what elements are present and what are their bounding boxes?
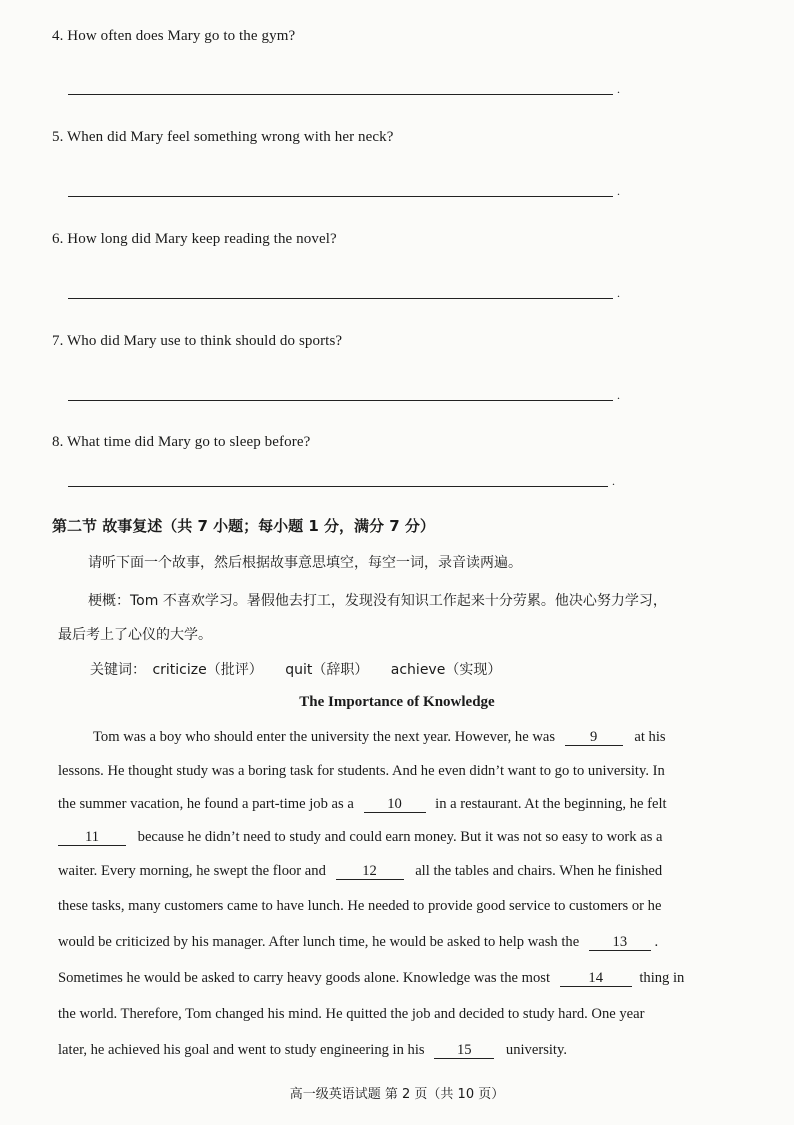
answer-end-4: . bbox=[617, 82, 620, 96]
story-text: lessons. He thought study was a boring task for students. And he even didn’t want to go to university. In bbox=[58, 763, 665, 779]
story-text: all the tables and chairs. When he finished bbox=[415, 863, 663, 879]
story-text: university. bbox=[505, 1042, 567, 1058]
story-line-10 bbox=[58, 1042, 723, 1059]
answer-end-8: . bbox=[612, 474, 615, 488]
question-7: 7. Who did Mary use to think should do sports? bbox=[52, 333, 343, 349]
story-line-7 bbox=[58, 934, 723, 951]
question-8: 8. What time did Mary go to sleep before? bbox=[52, 434, 311, 450]
answer-line-7[interactable] bbox=[68, 400, 613, 401]
story-line-3 bbox=[58, 796, 723, 813]
answer-line-8[interactable] bbox=[68, 486, 608, 487]
story-text: later, he achieved his goal and went to study engineering in his bbox=[58, 1042, 425, 1058]
story-line-2 bbox=[58, 763, 723, 780]
answer-end-5: . bbox=[617, 184, 620, 198]
keyword-criticize: criticize（批评） bbox=[152, 662, 263, 678]
blank-15[interactable]: 15 bbox=[434, 1042, 494, 1059]
story-line-8 bbox=[58, 970, 723, 987]
blank-14[interactable]: 14 bbox=[560, 970, 632, 987]
answer-end-7: . bbox=[617, 388, 620, 402]
story-line-5 bbox=[58, 863, 723, 880]
answer-line-4[interactable] bbox=[68, 94, 613, 95]
blank-12[interactable]: 12 bbox=[336, 863, 404, 880]
blank-11[interactable]: 11 bbox=[58, 829, 126, 846]
blank-13[interactable]: 13 bbox=[589, 934, 651, 951]
story-line-6 bbox=[58, 898, 723, 915]
blank-9[interactable]: 9 bbox=[565, 729, 623, 746]
section-instruction: 请听下面一个故事，然后根据故事意思填空，每空一词，录音读两遍。 bbox=[88, 555, 522, 571]
answer-end-6: . bbox=[617, 286, 620, 300]
story-text: these tasks, many customers came to have lunch. He needed to provide good service to customers or he bbox=[58, 898, 662, 914]
summary-line-1: 梗概：Tom 不喜欢学习。暑假他去打工，发现没有知识工作起来十分劳累。他决心努力学习， bbox=[88, 593, 667, 609]
answer-line-5[interactable] bbox=[68, 196, 613, 197]
keyword-achieve: achieve（实现） bbox=[390, 662, 502, 678]
blank-10[interactable]: 10 bbox=[364, 796, 426, 813]
keywords-label: 关键词： bbox=[90, 662, 146, 678]
story-line-9 bbox=[58, 1006, 723, 1023]
story-text: . bbox=[654, 934, 659, 950]
story-text: the world. Therefore, Tom changed his mind. He quitted the job and decided to study hard. One year bbox=[58, 1006, 645, 1022]
section-title: 第二节 故事复述（共 7 小题；每小题 1 分，满分 7 分） bbox=[52, 517, 435, 535]
story-text: Sometimes he would be asked to carry heavy goods alone. Knowledge was the most bbox=[58, 970, 551, 986]
story-line-4 bbox=[58, 829, 723, 846]
question-5: 5. When did Mary feel something wrong with her neck? bbox=[52, 129, 394, 145]
story-text: the summer vacation, he found a part-time job as a bbox=[58, 796, 354, 812]
answer-line-6[interactable] bbox=[68, 298, 613, 299]
story-title: The Importance of Knowledge bbox=[299, 694, 495, 710]
story-text: thing in bbox=[639, 970, 685, 986]
story-text: would be criticized by his manager. After lunch time, he would be asked to help wash the bbox=[58, 934, 580, 950]
summary-line-2: 最后考上了心仪的大学。 bbox=[58, 627, 212, 643]
story-text: waiter. Every morning, he swept the floor and bbox=[58, 863, 326, 879]
story-text: at his bbox=[634, 729, 666, 745]
story-line-1 bbox=[58, 729, 723, 746]
question-6: 6. How long did Mary keep reading the novel? bbox=[52, 231, 337, 247]
story-text: in a restaurant. At the beginning, he felt bbox=[435, 796, 667, 812]
story-text: Tom was a boy who should enter the university the next year. However, he was bbox=[93, 729, 556, 745]
keyword-quit: quit（辞职） bbox=[285, 662, 369, 678]
story-text: because he didn’t need to study and could earn money. But it was not so easy to work as a bbox=[137, 829, 663, 845]
keywords bbox=[90, 659, 519, 679]
page-footer: 高一级英语试题 第 2 页（共 10 页） bbox=[289, 1087, 505, 1102]
question-4: 4. How often does Mary go to the gym? bbox=[52, 28, 296, 44]
